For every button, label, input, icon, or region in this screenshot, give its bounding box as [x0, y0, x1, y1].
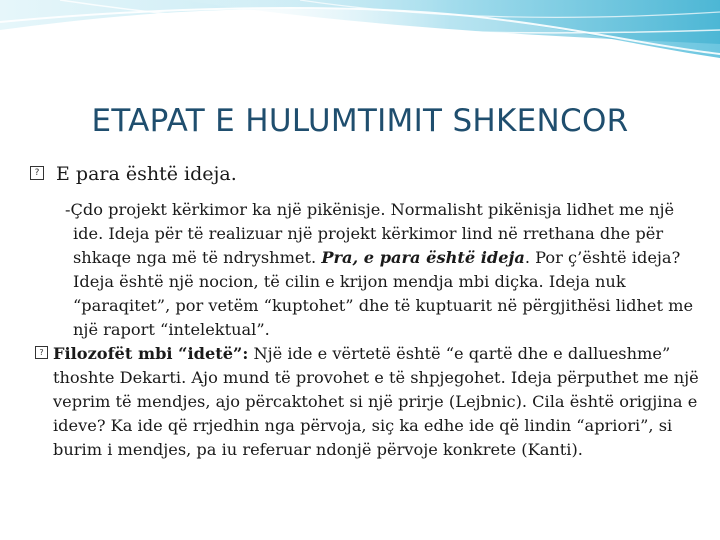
paragraph-2-text: Një ide e vërtetë është “e qartë dhe e dallueshme” thoshte Dekarti. Ajo mund të provohet e të shpjegohet. Ideja përputhet me një veprim të mendjes, ajo përcaktohet si një prirje (Lejbnic). Cila është origjina e ideve? Ka ide që rrjedhin nga përvoja, siç ka edhe ide që lindin “apriori”, si burim i mendjes, pa iu referuar ndonjë përvoje konkrete (Kanti). [53, 344, 699, 459]
paragraph-2 [35, 342, 702, 462]
heading-item [30, 160, 702, 188]
heading-text: E para është ideja. [56, 163, 237, 185]
paragraph-1 [65, 198, 702, 342]
paragraph-1-text-b: . Por ç’është ideja? Ideja është një nocion, të cilin e krijon mendja mbi diçka. Ideja nuk “paraqitet”, por vetëm “kuptohet” dhe të kuptuarit në përgjithësi lidhet me një raport “intelektual”. [73, 248, 694, 339]
paragraph-2-bold-lead: Filozofët mbi “idetë”: [53, 344, 249, 363]
slide-title: ETAPAT E HULUMTIMIT SHKENCOR [91, 103, 629, 139]
square-placeholder-icon: ? [35, 346, 48, 359]
slide-body [30, 160, 702, 462]
header-wave-decoration [0, 0, 720, 70]
square-placeholder-icon: ? [30, 166, 44, 180]
paragraph-1-emphasis: Pra, e para është ideja [321, 248, 525, 267]
paragraph-1-text-a: -Çdo projekt kërkimor ka një pikënisje. Normalisht pikënisja lidhet me një ide. Ideja për të realizuar një projekt kërkimor lind në rrethana dhe për shkaqe nga më të ndryshmet. [65, 200, 675, 267]
